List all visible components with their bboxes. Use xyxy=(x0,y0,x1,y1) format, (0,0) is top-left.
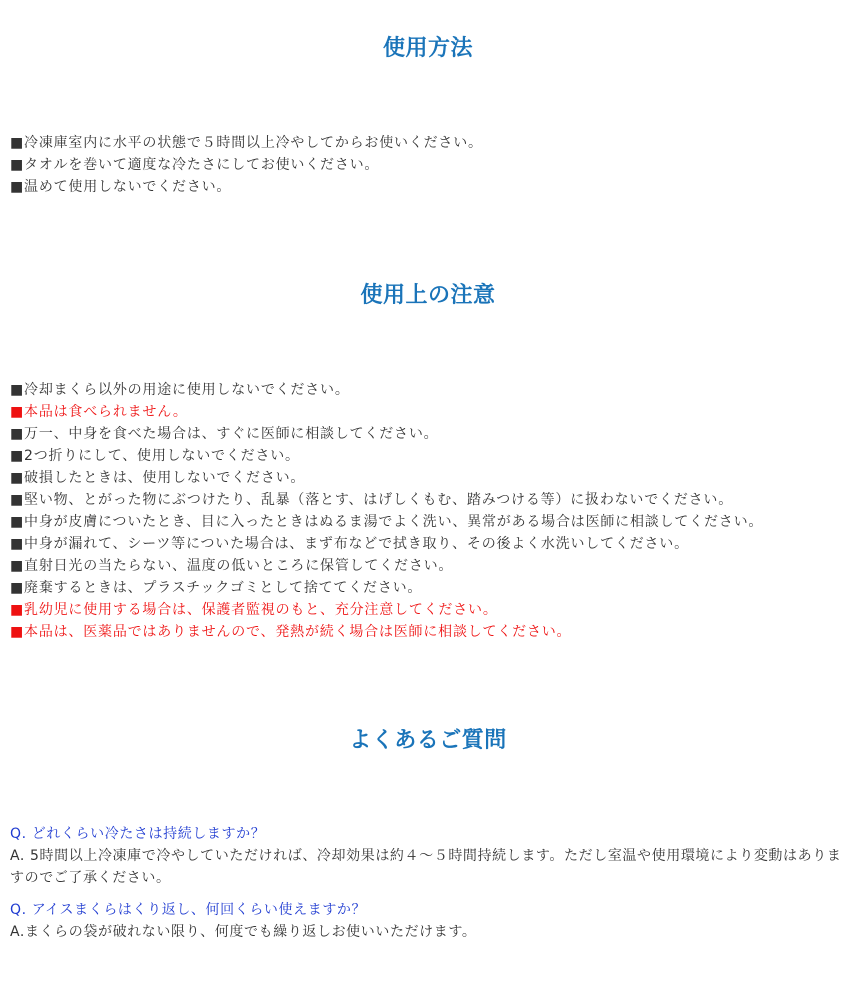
usage-heading: 使用方法 xyxy=(382,36,473,61)
faq-answer: A.まくらの袋が破れない限り、何度でも繰り返しお使いいただけます。 xyxy=(10,924,477,940)
faq-heading: よくあるご質問 xyxy=(349,728,507,753)
cautions-list xyxy=(10,379,846,643)
caution-item: ■2つ折りにして、使用しないでください。 xyxy=(10,448,300,464)
cautions-heading: 使用上の注意 xyxy=(360,283,496,308)
faq-question: Q. どれくらい冷たさは持続しますか？ xyxy=(10,826,266,842)
caution-item: ■堅い物、とがった物にぶつけたり、乱暴（落とす、はげしくもむ、踏みつける等）に扱わないでください。 xyxy=(10,492,734,508)
caution-item: ■中身が漏れて、シーツ等についた場合は、まず布などで拭き取り、その後よく水洗いしてください。 xyxy=(10,536,689,552)
caution-item: ■廃棄するときは、プラスチックゴミとして捨ててください。 xyxy=(10,580,423,596)
caution-item: ■中身が皮膚についたとき、目に入ったときはぬるま湯でよく洗い、異常がある場合は医師に相談してください。 xyxy=(10,514,764,530)
usage-item: ■温めて使用しないでください。 xyxy=(10,179,232,195)
caution-item: ■直射日光の当たらない、温度の低いところに保管してください。 xyxy=(10,558,454,574)
faq-question: Q. アイスまくらはくり返し、何回くらい使えますか？ xyxy=(10,902,367,918)
caution-item: ■破損したときは、使用しないでください。 xyxy=(10,470,306,486)
faq-answer: A. 5時間以上冷凍庫で冷やしていただければ、冷却効果は約４～５時間持続します。ただし室温や使用環境により変動はありますのでご了承ください。 xyxy=(10,848,842,886)
usage-list xyxy=(10,132,846,198)
caution-item: ■冷却まくら以外の用途に使用しないでください。 xyxy=(10,382,350,398)
usage-item: ■タオルを巻いて適度な冷たさにしてお使いください。 xyxy=(10,157,380,173)
faq-item xyxy=(10,823,846,889)
usage-item: ■冷凍庫室内に水平の状態で５時間以上冷やしてからお使いください。 xyxy=(10,135,483,151)
caution-item-warning: ■本品は食べられません。 xyxy=(10,404,188,420)
faq-item xyxy=(10,899,846,943)
caution-item-warning: ■乳幼児に使用する場合は、保護者監視のもと、充分注意してください。 xyxy=(10,602,498,618)
caution-item: ■万一、中身を食べた場合は、すぐに医師に相談してください。 xyxy=(10,426,439,442)
caution-item-warning: ■本品は、医薬品ではありませんので、発熱が続く場合は医師に相談してください。 xyxy=(10,624,572,640)
